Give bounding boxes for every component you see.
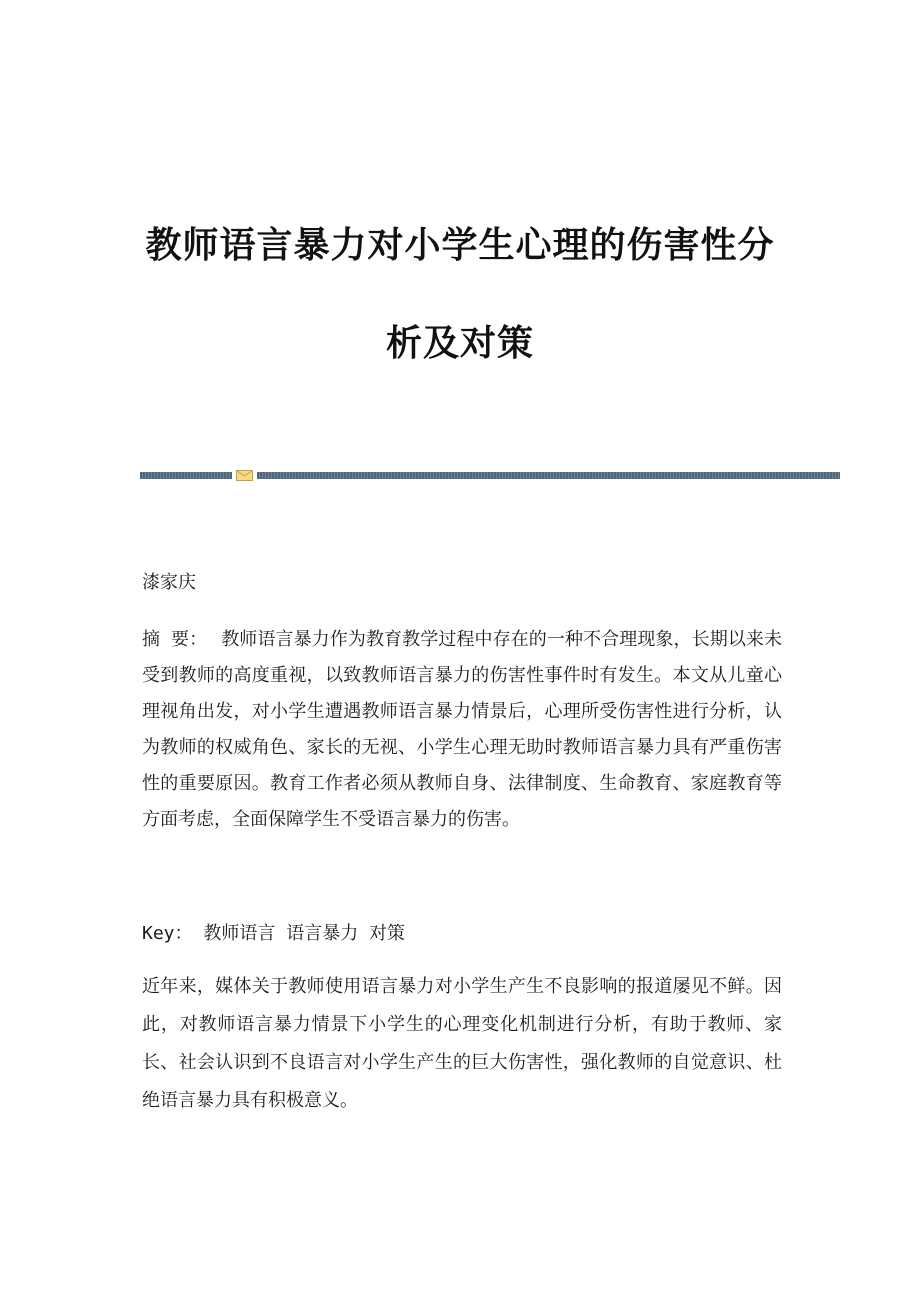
abstract-paragraph bbox=[142, 622, 782, 838]
keyword-item: 对策 bbox=[369, 923, 406, 944]
divider-bar-right bbox=[257, 472, 840, 479]
keywords-line bbox=[142, 919, 782, 945]
author-name: 漆家庆 bbox=[142, 572, 196, 593]
abstract-text: 教师语言暴力作为教育教学过程中存在的一种不合理现象，长期以来未受到教师的高度重视，以致教师语言暴力的伤害性事件时有发生。本文从儿童心理视角出发，对小学生遭遇教师语言暴力情景后，心理所受伤害性进行分析，认为教师的权威角色、家长的无视、小学生心理无助时教师语言暴力具有严重伤害性的重要原因。教育工作者必须从教师自身、法律制度、生命教育、家庭教育等方面考虑，全面保障学生不受语言暴力的伤害。 bbox=[142, 629, 783, 830]
title-divider bbox=[140, 470, 840, 480]
keyword-item: 教师语言 bbox=[203, 923, 276, 944]
intro-paragraph: 近年来，媒体关于教师使用语言暴力对小学生产生不良影响的报道屡见不鲜。因此，对教师语言暴力情景下小学生的心理变化机制进行分析，有助于教师、家长、社会认识到不良语言对小学生产生的巨大伤害性，强化教师的自觉意识、杜绝语言暴力具有积极意义。 bbox=[142, 976, 782, 1111]
envelope-ornament-icon bbox=[236, 470, 253, 481]
divider-bar-left bbox=[140, 472, 232, 479]
abstract-label: 摘 要： bbox=[142, 629, 208, 650]
document-title-line-1: 教师语言暴力对小学生心理的伤害性分 bbox=[145, 225, 775, 266]
keywords-label: Key： bbox=[142, 923, 193, 944]
document-title-line-2: 析及对策 bbox=[385, 323, 534, 364]
keyword-item: 语言暴力 bbox=[286, 923, 359, 944]
